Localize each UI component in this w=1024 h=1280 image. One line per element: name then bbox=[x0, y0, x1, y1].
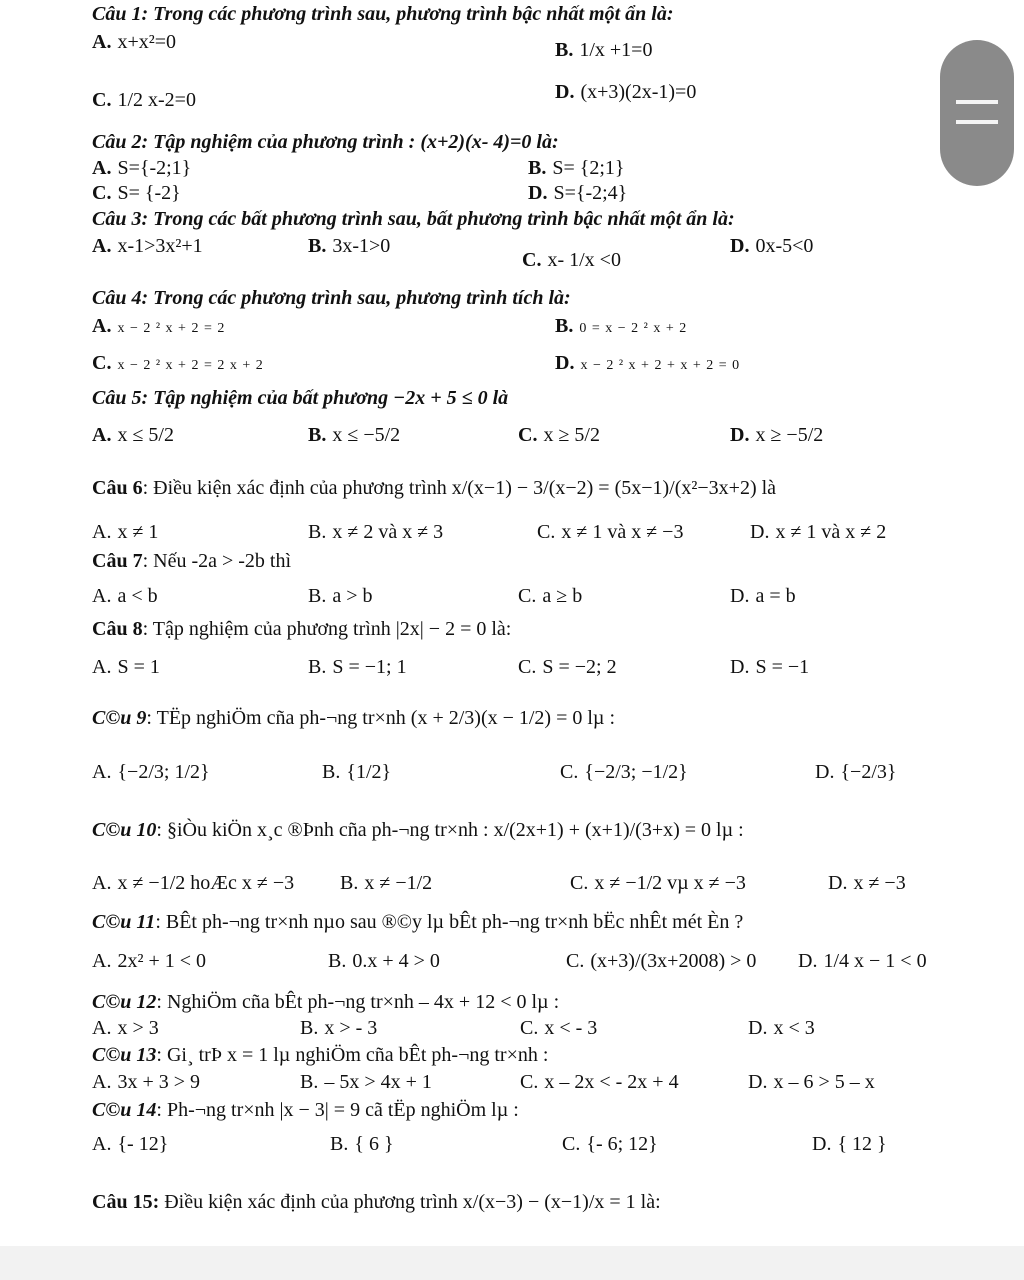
option-c: C. x- 1/x <0 bbox=[522, 249, 621, 271]
option-d: D. S={-2;4} bbox=[528, 182, 628, 204]
menu-icon bbox=[956, 120, 998, 124]
option-a: A. x > 3 bbox=[92, 1017, 159, 1039]
option-d: D. (x+3)(2x-1)=0 bbox=[555, 81, 697, 103]
option-a: A. x-1>3x²+1 bbox=[92, 235, 203, 257]
question-title: Câu 4: Trong các phương trình sau, phương trình tích là: bbox=[92, 287, 571, 309]
option-a: A. x ≤ 5/2 bbox=[92, 424, 174, 446]
option-a: A. x ≠ −1/2 hoÆc x ≠ −3 bbox=[92, 872, 295, 894]
question-title: Câu 1: Trong các phương trình sau, phương trình bậc nhất một ẩn là: bbox=[92, 3, 674, 25]
option-c: C. x ≠ 1 và x ≠ −3 bbox=[537, 521, 684, 543]
option-c: C. S= {-2} bbox=[92, 182, 181, 204]
option-c: C. x – 2x < - 2x + 4 bbox=[520, 1071, 679, 1093]
option-a: A. S={-2;1} bbox=[92, 157, 192, 179]
option-a: A. S = 1 bbox=[92, 656, 160, 678]
option-a: A. a < b bbox=[92, 585, 158, 607]
option-d: D. S = −1 bbox=[730, 656, 810, 678]
question-title: Câu 15: Điều kiện xác định của phương trình x/(x−3) − (x−1)/x = 1 là: bbox=[92, 1191, 661, 1213]
option-b: B. {1/2} bbox=[322, 761, 392, 783]
question-title: Câu 7: Nếu -2a > -2b thì bbox=[92, 550, 292, 572]
option-c: C. S = −2; 2 bbox=[518, 656, 617, 678]
option-a: A. 2x² + 1 < 0 bbox=[92, 950, 207, 972]
option-b: B. x ≠ 2 và x ≠ 3 bbox=[308, 521, 444, 543]
option-a: A. x − 2 ² x + 2 = 2 bbox=[92, 315, 226, 337]
question-title: Câu 2: Tập nghiệm của phương trình : (x+2)(x- 4)=0 là: bbox=[92, 131, 559, 153]
option-b: B. x ≤ −5/2 bbox=[308, 424, 401, 446]
option-c: C. x ≠ −1/2 vµ x ≠ −3 bbox=[570, 872, 746, 894]
question-title: C©u 14: Ph-¬ng tr×nh |x − 3| = 9 cã tËp nghiÖm lµ : bbox=[92, 1099, 519, 1121]
option-d: D. a = b bbox=[730, 585, 796, 607]
option-d: D. x < 3 bbox=[748, 1017, 815, 1039]
option-d: D. { 12 } bbox=[812, 1133, 887, 1155]
question-title: C©u 9: TËp nghiÖm cña ph-¬ng tr×nh (x + 2/3)(x − 1/2) = 0 lµ : bbox=[92, 707, 616, 729]
option-b: B. x > - 3 bbox=[300, 1017, 378, 1039]
option-b: B. 0.x + 4 > 0 bbox=[328, 950, 440, 972]
question-title: Câu 3: Trong các bất phương trình sau, bất phương trình bậc nhất một ẩn là: bbox=[92, 208, 735, 230]
option-c: C. (x+3)/(3x+2008) > 0 bbox=[566, 950, 757, 972]
option-d: D. x – 6 > 5 – x bbox=[748, 1071, 875, 1093]
question-title: C©u 10: §iÒu kiÖn x¸c ®Þnh cña ph-¬ng tr×nh : x/(2x+1) + (x+1)/(3+x) = 0 lµ : bbox=[92, 819, 744, 841]
option-c: C. {−2/3; −1/2} bbox=[560, 761, 688, 783]
option-a: A. {−2/3; 1/2} bbox=[92, 761, 210, 783]
question-title: Câu 8: Tập nghiệm của phương trình |2x| − 2 = 0 là: bbox=[92, 618, 512, 640]
option-a: A. x+x²=0 bbox=[92, 31, 177, 53]
option-d: D. x ≠ −3 bbox=[828, 872, 906, 894]
option-c: C. x − 2 ² x + 2 = 2 x + 2 bbox=[92, 352, 264, 374]
question-title: C©u 12: NghiÖm cña bÊt ph-¬ng tr×nh – 4x + 12 < 0 lµ : bbox=[92, 991, 560, 1013]
option-a: A. {- 12} bbox=[92, 1133, 169, 1155]
option-b: B. 1/x +1=0 bbox=[555, 39, 653, 61]
option-c: C. x < - 3 bbox=[520, 1017, 598, 1039]
option-b: B. x ≠ −1/2 bbox=[340, 872, 433, 894]
option-b: B. 3x-1>0 bbox=[308, 235, 391, 257]
option-d: D. x ≠ 1 và x ≠ 2 bbox=[750, 521, 887, 543]
option-c: C. x ≥ 5/2 bbox=[518, 424, 600, 446]
option-c: C. a ≥ b bbox=[518, 585, 583, 607]
question-title: C©u 13: Gi¸ trÞ x = 1 lµ nghiÖm cña bÊt ph-¬ng tr×nh : bbox=[92, 1044, 549, 1066]
option-b: B. { 6 } bbox=[330, 1133, 394, 1155]
option-b: B. 0 = x − 2 ² x + 2 bbox=[555, 315, 688, 337]
bottom-strip bbox=[0, 1246, 1024, 1280]
question-title: Câu 5: Tập nghiệm của bất phương −2x + 5 ≤ 0 là bbox=[92, 387, 509, 409]
question-title: C©u 11: BÊt ph-¬ng tr×nh nµo sau ®©y lµ bÊt ph-¬ng tr×nh bËc nhÊt mét Èn ? bbox=[92, 911, 744, 933]
option-b: B. a > b bbox=[308, 585, 373, 607]
page-scroll-handle[interactable] bbox=[940, 40, 1014, 186]
menu-icon bbox=[956, 100, 998, 104]
option-d: D. {−2/3} bbox=[815, 761, 897, 783]
option-b: B. S = −1; 1 bbox=[308, 656, 407, 678]
option-d: D. 1/4 x − 1 < 0 bbox=[798, 950, 927, 972]
option-d: D. x ≥ −5/2 bbox=[730, 424, 824, 446]
option-d: D. 0x-5<0 bbox=[730, 235, 814, 257]
option-c: C. 1/2 x-2=0 bbox=[92, 89, 196, 111]
option-c: C. {- 6; 12} bbox=[562, 1133, 658, 1155]
option-b: B. – 5x > 4x + 1 bbox=[300, 1071, 432, 1093]
option-b: B. S= {2;1} bbox=[528, 157, 625, 179]
question-title: Câu 6: Điều kiện xác định của phương trình x/(x−1) − 3/(x−2) = (5x−1)/(x²−3x+2) là bbox=[92, 477, 777, 499]
option-a: A. 3x + 3 > 9 bbox=[92, 1071, 201, 1093]
option-a: A. x ≠ 1 bbox=[92, 521, 159, 543]
option-d: D. x − 2 ² x + 2 + x + 2 = 0 bbox=[555, 352, 741, 374]
